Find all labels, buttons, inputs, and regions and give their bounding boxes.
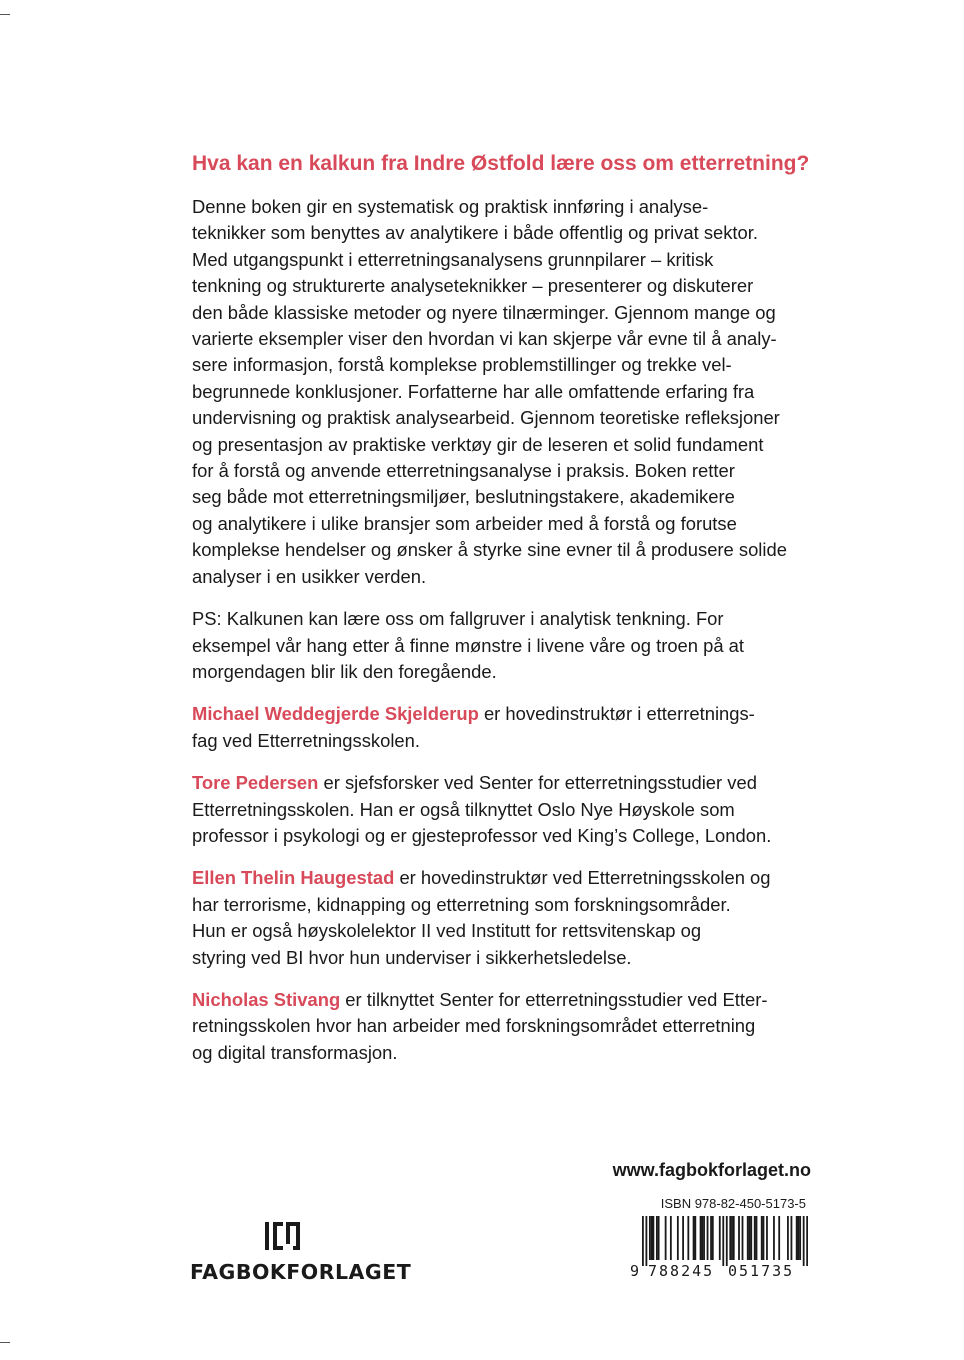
barcode-bar (665, 1216, 667, 1260)
barcode-bar (766, 1216, 768, 1260)
barcode-bar (773, 1216, 775, 1260)
author-bio (192, 987, 832, 1066)
author-name: Tore Pedersen (192, 772, 319, 794)
publisher-logo (190, 1220, 412, 1290)
intro-line: den både klassiske metoder og nyere tilnærminger. Gjennom mange og (192, 301, 776, 323)
headline: Hva kan en kalkun fra Indre Østfold lære oss om etterretning? (192, 152, 810, 175)
intro-line: komplekse hendelser og ønsker å styrke sine evner til å produsere solide (192, 539, 787, 561)
intro-line: begrunnede konklusjoner. Forfatterne har alle omfattende erfaring fra (192, 380, 755, 402)
author-bio (192, 770, 832, 849)
author-bio-text: er sjefsforsker ved Senter for etterretningsstudier ved (318, 772, 757, 794)
crop-mark-bottom (0, 1342, 10, 1343)
barcode-bar (763, 1216, 765, 1260)
intro-line: sere informasjon, forstå komplekse problemstillinger og trekke vel- (192, 354, 732, 376)
barcode-bar (806, 1216, 808, 1266)
barcode (642, 1216, 808, 1266)
barcode-bar (803, 1216, 805, 1266)
author-bio (192, 865, 832, 971)
intro-line: og presentasjon av praktiske verktøy gir de leseren et solid fundament (192, 433, 764, 455)
author-bio-line: styring ved BI hvor hun underviser i sikkerhetsledelse. (192, 946, 632, 968)
barcode-bar (798, 1216, 800, 1260)
publisher-name: FAGBOKFORLAGET (190, 1260, 412, 1284)
isbn-block (616, 1196, 812, 1296)
barcode-bar (712, 1216, 714, 1260)
crop-mark-top (0, 14, 10, 15)
intro-line: varierte eksempler viser den hvordan vi kan skjerpe vår evne til å analy- (192, 328, 777, 350)
barcode-bar (754, 1216, 756, 1260)
ps-line: morgendagen blir lik den foregående. (192, 660, 497, 682)
barcode-left-digits: 788245 (648, 1262, 715, 1280)
barcode-bar (707, 1216, 709, 1260)
intro-line: teknikker som benyttes av analytikere i både offentlig og privat sektor. (192, 222, 758, 244)
author-name: Ellen Thelin Haugestad (192, 867, 395, 889)
barcode-bar (687, 1216, 689, 1260)
barcode-bar (710, 1216, 712, 1260)
author-bio (192, 701, 832, 754)
ps-line: eksempel vår hang etter å finne mønstre i livene våre og troen på at (192, 634, 745, 656)
barcode-bar (670, 1216, 672, 1260)
barcode-bar (738, 1216, 740, 1260)
barcode-bar (694, 1216, 696, 1260)
barcode-bar (791, 1216, 793, 1260)
barcode-bar (756, 1216, 758, 1260)
ps-paragraph (192, 606, 832, 685)
intro-line: tenkning og strukturerte analyseteknikker – presenterer og diskuterer (192, 275, 754, 297)
intro-line: Med utgangspunkt i etterretningsanalysens grunnpilarer – kritisk (192, 248, 714, 270)
barcode-bar (742, 1216, 744, 1260)
intro-paragraph (192, 194, 832, 590)
barcode-bar (649, 1216, 651, 1260)
author-bio-line: og digital transformasjon. (192, 1041, 398, 1063)
barcode-bar (749, 1216, 751, 1260)
barcode-bar (677, 1216, 679, 1260)
publisher-website[interactable]: www.fagbokforlaget.no (612, 1160, 811, 1180)
publisher-logo-icon (264, 1220, 304, 1252)
barcode-bar (656, 1216, 658, 1260)
barcode-bar (731, 1216, 733, 1260)
intro-line: undervisning og praktisk analysearbeid. Gjennom teoretiske refleksjoner (192, 407, 780, 429)
ps-line: PS: Kalkunen kan lære oss om fallgruver i analytisk tenkning. For (192, 608, 724, 630)
back-cover-text (192, 148, 832, 1082)
intro-line: analyser i en usikker verden. (192, 565, 427, 587)
author-bio-text: er tilknyttet Senter for etterretningsstudier ved Etter- (340, 988, 768, 1010)
barcode-bar (761, 1216, 763, 1260)
isbn-number: ISBN 978-82-450-5173-5 (660, 1196, 806, 1211)
barcode-bar (733, 1216, 735, 1260)
barcode-bar (726, 1216, 728, 1266)
barcode-right-digits: 051735 (728, 1262, 795, 1280)
intro-line: Denne boken gir en systematisk og praktisk innføring i analyse- (192, 196, 709, 217)
author-bio-line: Hun er også høyskolelektor II ved Institutt for rettsvitenskap og (192, 920, 702, 942)
author-name: Michael Weddegjerde Skjelderup (192, 703, 479, 725)
author-bio-line: fag ved Etterretningsskolen. (192, 729, 420, 751)
author-bio-line: Etterretningsskolen. Han er også tilknyttet Oslo Nye Høyskole som (192, 798, 735, 820)
barcode-bar (658, 1216, 660, 1260)
barcode-bar (787, 1216, 789, 1260)
barcode-bar (729, 1216, 731, 1260)
author-name: Nicholas Stivang (192, 988, 341, 1010)
barcode-bar (747, 1216, 749, 1260)
barcode-bar (778, 1216, 780, 1260)
barcode-bar (799, 1216, 801, 1260)
barcode-lead-digit: 9 (630, 1262, 640, 1280)
barcode-bar (651, 1216, 653, 1260)
barcode-bar (642, 1216, 644, 1266)
author-bio-text: er hovedinstruktør i etterretnings- (478, 703, 755, 725)
barcode-bar (682, 1216, 684, 1260)
barcode-bar (796, 1216, 798, 1260)
barcode-bar (645, 1216, 647, 1266)
author-bio-line: har terrorisme, kidnapping og etterretning som forskningsområder. (192, 893, 731, 915)
barcode-bar (719, 1216, 721, 1260)
author-bio-line: professor i psykologi og er gjesteprofessor ved King’s College, London. (192, 824, 772, 846)
author-bio-line: retningsskolen hvor han arbeider med forskningsområdet etterretning (192, 1015, 756, 1037)
intro-line: seg både mot etterretningsmiljøer, beslutningstakere, akademikere (192, 486, 735, 508)
barcode-bar (693, 1216, 695, 1260)
intro-line: og analytikere i ulike bransjer som arbeider med å forstå og forutse (192, 512, 737, 534)
intro-line: for å forstå og anvende etterretningsanalyse i praksis. Boken retter (192, 460, 735, 482)
barcode-bar (701, 1216, 703, 1260)
barcode-bar (652, 1216, 654, 1260)
barcode-bar (703, 1216, 705, 1260)
barcode-bar (722, 1216, 724, 1266)
barcode-bar (750, 1216, 752, 1260)
barcode-bar (700, 1216, 702, 1260)
author-bio-text: er hovedinstruktør ved Etterretningsskolen og (394, 867, 771, 889)
